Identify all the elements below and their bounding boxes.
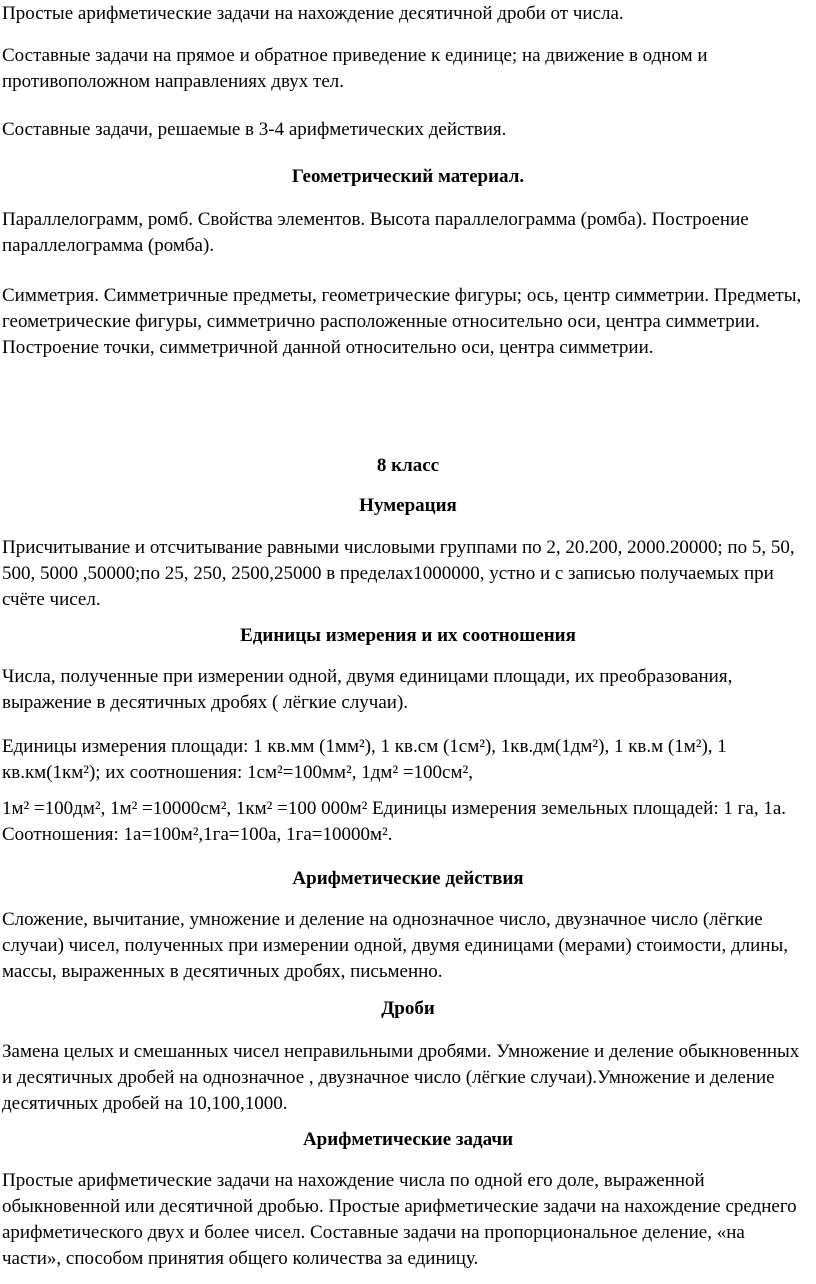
geometry-paragraph-2: Симметрия. Симметричные предметы, геометрические фигуры; ось, центр симметрии. Предметы, геометрические фигуры, симметрично расположенные относительно оси, центра симметрии. Построение точки, симметричной данной относительно оси, центра симметрии. [2, 285, 802, 358]
geometry-paragraph-1: Параллелограмм, ромб. Свойства элементов. Высота параллелограмма (ромба). Построение параллелограмма (ромба). [2, 209, 749, 256]
units-paragraph-3: 1м² =100дм², 1м² =10000см², 1км² =100 000м² Единицы измерения земельных площадей: 1 га, 1а. Соотношения: 1а=100м²,1га=100а, 1га=10000м². [2, 798, 787, 845]
intro-paragraph-2: Составные задачи на прямое и обратное приведение к единице; на движение в одном и противоположном направлениях двух тел. [2, 45, 708, 92]
grade-heading: 8 класс [376, 455, 440, 476]
operations-heading: Арифметические действия [292, 868, 524, 889]
numbering-paragraph: Присчитывание и отсчитывание равными числовыми группами по 2, 20.200, 2000.20000; по 5, 50, 500, 5000 ,50000;по 25, 250, 2500,25000 в пределах1000000, устно и с записью получаемых при счёте чисел. [2, 537, 795, 610]
units-heading: Единицы измерения и их соотношения [240, 625, 576, 646]
problems-paragraph: Простые арифметические задачи на нахождение числа по одной его доле, выраженной обыкновенной или десятичной дробью. Простые арифметические задачи на нахождение среднего арифметического двух и более чисел. Составные задачи на пропорциональное деление, «на части», способом принятия общего количества за единицу. [2, 1170, 797, 1269]
fractions-heading: Дроби [381, 998, 435, 1019]
units-paragraph-2: Единицы измерения площади: 1 кв.мм (1мм²), 1 кв.см (1см²), 1кв.дм(1дм²), 1 кв.м (1м²), 1 кв.км(1км²); их соотношения: 1см²=100мм², 1дм² =100см², [2, 736, 727, 783]
numbering-heading: Нумерация [359, 495, 457, 516]
fractions-paragraph: Замена целых и смешанных чисел неправильными дробями. Умножение и деление обыкновенных и десятичных дробей на однозначное , двузначное число (лёгкие случаи).Умножение и деление десятичных дробей на 10,100,1000. [2, 1041, 800, 1114]
units-paragraph-1: Числа, полученные при измерении одной, двумя единицами площади, их преобразования, выражение в десятичных дробях ( лёгкие случаи). [2, 666, 733, 713]
operations-paragraph: Сложение, вычитание, умножение и деление на однозначное число, двузначное число (лёгкие случаи) чисел, полученных при измерении одной, двумя единицами (мерами) стоимости, длины, массы, выраженных в десятичных дробях, письменно. [2, 909, 788, 982]
geometry-heading: Геометрический материал. [291, 166, 525, 187]
intro-paragraph-1: Простые арифметические задачи на нахождение десятичной дроби от числа. [2, 3, 624, 24]
intro-paragraph-3: Составные задачи, решаемые в 3-4 арифметических действия. [2, 119, 507, 140]
problems-heading: Арифметические задачи [302, 1129, 514, 1150]
